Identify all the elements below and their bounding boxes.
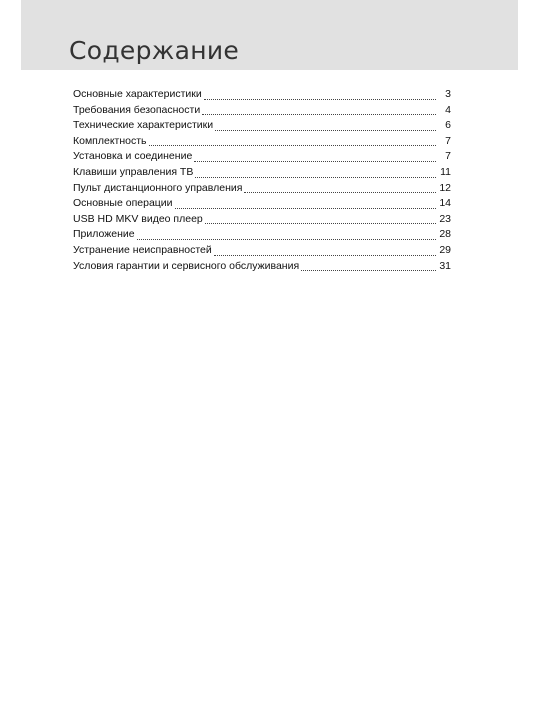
toc-dot-leader bbox=[175, 207, 436, 209]
toc-entry-label: Основные характеристики bbox=[73, 88, 202, 100]
toc-dot-leader bbox=[301, 269, 436, 271]
toc-dot-leader bbox=[137, 238, 436, 240]
toc-entry-label: Технические характеристики bbox=[73, 119, 214, 132]
toc-dot-leader bbox=[205, 222, 436, 224]
toc-entry-page: 31 bbox=[439, 259, 451, 272]
toc-entry-label: Установка и соединение bbox=[73, 150, 193, 163]
toc-entry-page: 28 bbox=[439, 228, 451, 241]
toc-entry-label: Основные операции bbox=[73, 197, 173, 210]
toc-dot-leader bbox=[214, 254, 436, 256]
toc-entry-page: 11 bbox=[440, 165, 451, 178]
toc-dot-leader bbox=[215, 129, 436, 131]
toc-entry[interactable] bbox=[73, 259, 451, 275]
toc-dot-leader bbox=[244, 191, 436, 193]
toc-entry[interactable] bbox=[73, 134, 451, 150]
toc-entry[interactable] bbox=[73, 243, 451, 259]
toc-entry-label: Клавиши управления ТВ bbox=[73, 165, 194, 178]
toc-entry-page: 4 bbox=[445, 103, 451, 116]
table-of-contents bbox=[73, 87, 451, 274]
toc-entry-page: 3 bbox=[445, 88, 451, 100]
toc-entry-label: Комплектность bbox=[73, 134, 147, 147]
toc-dot-leader bbox=[195, 176, 436, 178]
toc-dot-leader bbox=[202, 113, 436, 115]
toc-dot-leader bbox=[204, 98, 436, 100]
toc-entry-label: Требования безопасности bbox=[73, 103, 201, 116]
toc-entry[interactable] bbox=[73, 212, 451, 228]
toc-dot-leader bbox=[194, 160, 436, 162]
toc-entry-page: 23 bbox=[439, 212, 451, 225]
toc-entry-label: Условия гарантии и сервисного обслуживания bbox=[73, 259, 300, 272]
toc-entry[interactable] bbox=[73, 196, 451, 212]
toc-entry-page: 12 bbox=[439, 181, 451, 194]
toc-entry[interactable] bbox=[73, 181, 451, 197]
toc-entry-label: Устранение неисправностей bbox=[73, 243, 212, 256]
page-title: Содержание bbox=[69, 36, 240, 65]
toc-entry-page: 14 bbox=[439, 197, 451, 210]
toc-entry-page: 7 bbox=[445, 150, 451, 163]
toc-entry-label: Пульт дистанционного управления bbox=[73, 181, 243, 194]
toc-entry[interactable] bbox=[73, 118, 451, 134]
toc-entry[interactable] bbox=[73, 165, 451, 181]
toc-entry-page: 6 bbox=[445, 119, 451, 132]
toc-entry-label: USB HD MKV видео плеер bbox=[73, 212, 203, 225]
toc-entry-page: 29 bbox=[439, 243, 451, 256]
toc-dot-leader bbox=[149, 144, 436, 146]
toc-entry-page: 7 bbox=[445, 134, 451, 147]
toc-entry-label: Приложение bbox=[73, 228, 135, 241]
toc-entry[interactable] bbox=[73, 103, 451, 119]
toc-entry[interactable] bbox=[73, 149, 451, 165]
toc-entry[interactable] bbox=[73, 87, 451, 103]
toc-entry[interactable] bbox=[73, 227, 451, 243]
